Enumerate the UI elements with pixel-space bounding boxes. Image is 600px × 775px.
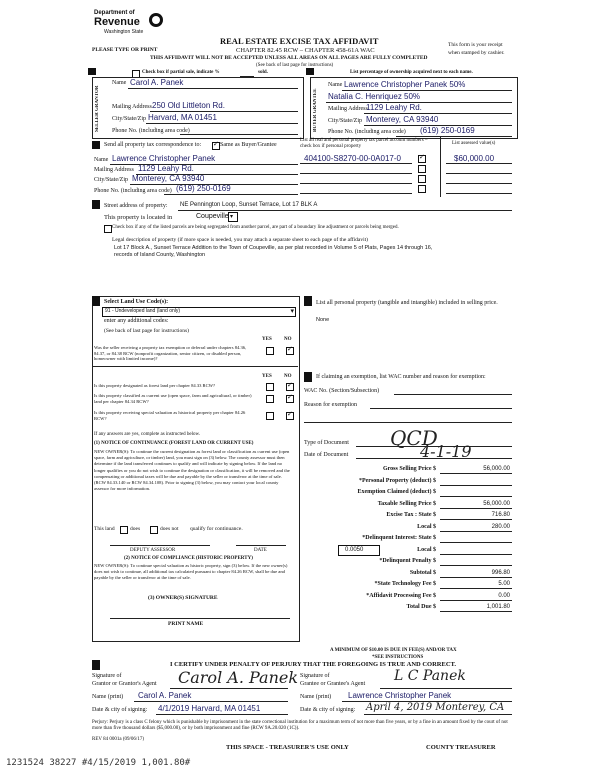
grantee-name-value[interactable]: Lawrence Christopher Panek <box>348 691 452 700</box>
q-current-no[interactable] <box>286 395 294 403</box>
land-use-selected: 91 - Undeveloped land (land only) <box>105 308 181 314</box>
tax-row-label: Subtotal $ <box>409 569 436 576</box>
buyer-name-label: Name <box>328 82 343 88</box>
please-type: PLEASE TYPE OR PRINT <box>92 47 158 53</box>
tax-row-line <box>440 554 512 555</box>
legal-line-1[interactable]: Lot 17 Block A., Sunset Terrace Addition to the Town of Coupeville, as per plat recorded in Volume 5 of Plats, Pages 14 through 16, <box>114 245 433 251</box>
tax-row-line <box>440 531 512 532</box>
buyer-mail-label: Mailing Address <box>328 106 368 112</box>
no-header-1: NO <box>284 337 292 342</box>
tax-row-label: *Delinquent Interest: State $ <box>362 535 436 541</box>
q-exemption: Was the seller receiving a property tax exemption or deferral under chapters 84.36, 84.37, or 84.38 RCW (nonprofit organization, senior citizen, or disabled person, homeowner with limited income)? <box>94 345 247 361</box>
seller-phone-label: Phone No. (including area code) <box>112 128 190 134</box>
deputy-assessor-label: DEPUTY ASSESSOR <box>130 548 176 553</box>
wac-no-label: WAC No. (Section/Subsection) <box>304 388 380 394</box>
tax-row-line <box>440 473 512 474</box>
tax-row-line <box>440 600 512 601</box>
receipt-note-2: when stamped by cashier. <box>448 50 505 56</box>
tax-row-line <box>440 577 512 578</box>
seller-side-label: SELLER GRANTOR <box>95 85 100 132</box>
form-rev: REV 84 0001a (09/06/17) <box>92 737 144 742</box>
seller-mail-value[interactable]: 250 Old Littleton Rd. <box>152 101 225 110</box>
land-use-see-back: (See back of last page for instructions) <box>104 328 189 334</box>
receipt-note-1: This form is your receipt <box>448 42 503 48</box>
buyer-name1-value[interactable]: Lawrence Christopher Panek 50% <box>344 80 466 89</box>
q-current-yes[interactable] <box>266 395 274 403</box>
corr-city-label: City/State/Zip <box>94 177 128 183</box>
tax-row-label: Local $ <box>417 523 436 530</box>
tax-row-label: Total Due $ <box>406 604 436 610</box>
q-exemption-yes[interactable] <box>266 347 274 355</box>
segregated-label: Check box if any of the listed parcels are being segregated from another parcel, are part of a boundary line adjustment or parcels being merged. <box>112 225 399 230</box>
certify-statement: I CERTIFY UNDER PENALTY OF PERJURY THAT THE FOREGOING IS TRUE AND CORRECT. <box>170 661 457 668</box>
notice-2-title: (2) NOTICE OF COMPLIANCE (HISTORIC PROPERTY) <box>124 556 253 561</box>
parcel-1-value[interactable]: 404100-S8270-00-0A017-0 <box>304 154 401 163</box>
corr-name-value[interactable]: Lawrence Christopher Panek <box>112 154 216 163</box>
personal-property-value[interactable]: None <box>316 317 330 323</box>
grantor-sig-label-2: Grantor or Grantor's Agent <box>92 681 157 687</box>
doc-date-label: Date of Document <box>304 452 349 458</box>
same-as-buyer-label: Same as Buyer/Grantee <box>220 142 277 148</box>
tax-row-value[interactable]: 0.00 <box>498 592 510 599</box>
correspondence-label: Send all property tax correspondence to: <box>104 142 202 148</box>
parcel-4-checkbox[interactable] <box>418 185 426 193</box>
parcel-2-checkbox[interactable] <box>418 165 426 173</box>
perjury-notice: Perjury: Perjury is a class C felony which is punishable by imprisonment in the state correctional institution for a maximum term of not more than five years, or by a fine in an amount fixed by the court of not more than five thousand dollars ($5,000.00), or by both imprisonment and fine (RCW 9A.20.020 (1C)). <box>92 720 508 731</box>
corr-city-value[interactable]: Monterey, CA 93940 <box>132 174 205 183</box>
segregated-checkbox[interactable] <box>104 225 112 233</box>
legal-line-2[interactable]: records of Island County, Washington <box>114 252 206 258</box>
yes-header-2: YES <box>262 374 272 379</box>
tax-row-value[interactable]: 996.80 <box>491 569 510 576</box>
does-checkbox[interactable] <box>120 526 128 534</box>
county-treasurer-label: COUNTY TREASURER <box>426 744 496 751</box>
additional-codes-label: enter any additional codes: <box>104 318 169 324</box>
corr-phone-value[interactable]: (619) 250-0169 <box>176 184 231 193</box>
tax-row-line <box>440 565 512 566</box>
corr-phone-label: Phone No. (including area code) <box>94 188 172 194</box>
buyer-side-label: BUYER GRANTEE <box>313 88 318 132</box>
parcel-1-personal-checkbox[interactable] <box>418 155 426 163</box>
notice-1-body: NEW OWNER(S): To continue the current designation as forest land or classification as current use (open space, farm and agriculture, or timber) land, you must sign on (3) below. The county assessor must then determine if the land transferred continues to qualify and will indicate by signing below. If the land no longer qualifies or you do not wish to continue the designation or classification, it will be removed and the compensating or additional taxes will be due and payable by the seller or transferor at the time of sale. (RCW 84.33.140 or RCW 84.34.108). Prior to signing (3) below, you may contact your local county assessor for more information. <box>94 449 290 492</box>
does-not-checkbox[interactable] <box>150 526 158 534</box>
corr-mail-value[interactable]: 1129 Leahy Rd. <box>138 164 194 173</box>
seller-name-value[interactable]: Carol A. Panek <box>130 78 184 87</box>
parcel-3-checkbox[interactable] <box>418 175 426 183</box>
q-exemption-no[interactable] <box>286 347 294 355</box>
assessed-header: List assessed value(s) <box>452 141 496 146</box>
same-as-buyer-checkbox[interactable] <box>212 142 220 150</box>
local-rate-box[interactable] <box>338 545 380 556</box>
dor-logo <box>92 10 172 38</box>
doc-type-label: Type of Document <box>304 440 349 446</box>
chevron-down-icon: ▾ <box>290 307 294 315</box>
partial-sale-sold: sold. <box>258 70 268 75</box>
seller-city-label: City/State/Zip <box>112 116 146 122</box>
no-header-2: NO <box>284 374 292 379</box>
buyer-phone-value[interactable]: (619) 250-0169 <box>420 126 475 135</box>
grantee-date-value[interactable]: April 4, 2019 Monterey, CA <box>366 702 505 713</box>
grantor-signature[interactable]: Carol A. Panek <box>178 668 299 687</box>
buyer-city-value[interactable]: Monterey, CA 93940 <box>366 115 439 124</box>
tax-row-label: Exemption Claimed (deduct) $ <box>357 489 436 495</box>
corr-name-label: Name <box>94 157 109 163</box>
q-historic: Is this property receiving special valuation as historical property per chapter 84.26 RCW? <box>94 410 246 421</box>
tax-row-line <box>440 588 512 589</box>
tax-row-label: *Personal Property (deduct) $ <box>358 477 436 484</box>
section-2-marker <box>306 68 314 75</box>
section-8-marker <box>92 660 100 670</box>
form-warning: THIS AFFIDAVIT WILL NOT BE ACCEPTED UNLESS ALL AREAS ON ALL PAGES ARE FULLY COMPLETED <box>150 55 428 61</box>
logo-text-state: Washington State <box>104 29 144 35</box>
print-name-label: PRINT NAME <box>168 621 204 627</box>
notice-2-body: NEW OWNER(S): To continue special valuation as historic property, sign (3) below. If the new owner(s) does not wish to continue, all additional tax calculated pursuant to chapter 84.26 RCW, shall be due and payable by the seller or transferor at the time of sale. <box>94 563 288 581</box>
see-back-note: (See back of last page for instructions) <box>256 63 334 68</box>
section-5-marker <box>92 296 100 306</box>
q-current-use: Is this property classified as current use (open space, farm and agricultural, or timber) land per chapter 84.34 RCW? <box>94 393 252 404</box>
tax-row-line <box>440 496 512 497</box>
land-use-label: Select Land Use Code(s): <box>104 299 169 305</box>
located-value[interactable]: Coupeville <box>196 213 229 220</box>
located-dropdown[interactable] <box>228 212 238 222</box>
form-title: REAL ESTATE EXCISE TAX AFFIDAVIT <box>220 36 379 46</box>
tax-row-value[interactable]: 5.00 <box>498 581 510 587</box>
buyer-name2-value[interactable]: Natalia C. Henriquez 50% <box>328 92 421 101</box>
land-use-select[interactable] <box>102 307 296 317</box>
seal-icon <box>148 12 164 28</box>
grantee-date-label: Date & city of signing: <box>300 707 356 713</box>
logo-text-revenue: Revenue <box>94 16 140 28</box>
tax-row-label: Excise Tax : State $ <box>386 512 436 518</box>
buyer-mail-value[interactable]: 1129 Leahy Rd. <box>366 103 422 112</box>
corr-mail-label: Mailing Address <box>94 167 134 173</box>
tax-row-value[interactable]: 56,000.00 <box>483 500 510 507</box>
chevron-down-icon: ▾ <box>230 214 234 220</box>
local-rate-value: 0.0050 <box>345 547 364 553</box>
section-4-marker <box>92 200 100 209</box>
buyer-city-label: City/State/Zip <box>328 118 362 124</box>
tax-row-line <box>440 542 512 543</box>
tax-row-label: *State Technology Fee $ <box>374 581 436 587</box>
section-7-marker <box>304 372 312 382</box>
section-6-marker <box>304 296 312 306</box>
q-forest: Is this property designated as forest land per chapter 84.33 RCW? <box>94 383 216 388</box>
seller-city-value[interactable]: Harvard, MA 01451 <box>148 113 217 122</box>
owner-signature-label: (3) OWNER(S) SIGNATURE <box>148 595 218 601</box>
tax-row-value[interactable]: 280.00 <box>491 523 510 530</box>
see-instructions-note: *SEE INSTRUCTIONS <box>372 655 424 660</box>
assessed-1-value[interactable]: $60,000.00 <box>454 154 495 163</box>
if-yes-note: If any answers are yes, complete as instructed below. <box>94 432 201 437</box>
seller-mail-label: Mailing Address <box>112 104 152 110</box>
yes-header-1: YES <box>262 337 272 342</box>
tax-row-label: *Affidavit Processing Fee $ <box>366 592 436 599</box>
grantee-sig-label-2: Grantee or Grantee's Agent <box>300 681 366 687</box>
treasurer-stamp: 1231524 38227 #4/15/2019 1,001.80# <box>6 758 191 768</box>
personal-property-label: List all personal property (tangible and intangible) included in selling price. <box>316 300 498 306</box>
tax-row-line <box>440 508 512 509</box>
grantee-signature[interactable]: L C Panek <box>394 668 466 684</box>
form-chapter: CHAPTER 82.45 RCW – CHAPTER 458-61A WAC <box>236 47 375 54</box>
qualify-label: qualify for continuance. <box>190 526 243 532</box>
grantor-name-value[interactable]: Carol A. Panek <box>138 691 192 700</box>
located-label: This property is located in <box>104 214 173 221</box>
partial-sale-label: Check box if partial sale, indicate % <box>142 70 220 75</box>
tax-row-label: Taxable Selling Price $ <box>377 500 436 507</box>
q-forest-yes[interactable] <box>266 383 274 391</box>
treasurer-space-label: THIS SPACE - TREASURER'S USE ONLY <box>226 744 349 751</box>
does-not-label: does not <box>160 526 179 532</box>
tax-row-value[interactable]: 56,000.00 <box>483 466 510 472</box>
tax-row-label: *Delinquent Penalty $ <box>379 558 436 564</box>
grantee-sig-label-1: Signature of <box>300 673 330 679</box>
tax-row-line <box>440 485 512 486</box>
parcels-header: List all real and personal property tax parcel account numbers – check box if personal property <box>300 138 428 149</box>
date-label: DATE <box>254 548 267 553</box>
notice-1-title: (1) NOTICE OF CONTINUANCE (FOREST LAND OR CURRENT USE) <box>94 441 254 446</box>
tax-row-value[interactable]: 1,001.80 <box>486 604 510 610</box>
buyer-phone-label: Phone No. (including area code) <box>328 129 406 135</box>
tax-row-label: Local $ <box>417 546 436 553</box>
ownership-note: List percentage of ownership acquired next to each name. <box>350 70 473 75</box>
section-3-marker <box>92 141 100 149</box>
tax-row-value[interactable]: 716.80 <box>491 512 510 518</box>
seller-name-label: Name <box>112 80 127 86</box>
grantor-name-label: Name (print) <box>92 694 124 700</box>
reason-exemption-label: Reason for exemption <box>304 402 357 408</box>
min-fee-note: A MINIMUM OF $10.00 IS DUE IN FEE(S) AND/OR TAX <box>330 648 457 653</box>
tax-row-label: Gross Selling Price $ <box>382 466 436 472</box>
tax-row-line <box>440 611 512 612</box>
q-historic-yes[interactable] <box>266 412 274 420</box>
grantee-name-label: Name (print) <box>300 694 332 700</box>
q-forest-no[interactable] <box>286 383 294 391</box>
doc-type-value[interactable]: QCD <box>390 426 438 450</box>
does-label: does <box>130 526 141 532</box>
street-label: Street address of property: <box>104 203 168 209</box>
legal-label: Legal description of property (if more space is needed, you may attach a separate sheet to each page of the affidavit) <box>112 237 368 243</box>
wac-claim-label: If claiming an exemption, list WAC number and reason for exemption: <box>316 374 486 380</box>
q-historic-no[interactable] <box>286 412 294 420</box>
street-value[interactable]: NE Pennington Loop, Sunset Terrace, Lot 17 BLK A <box>180 202 318 208</box>
tax-row-line <box>440 519 512 520</box>
logo-text-dept: Department of <box>94 10 135 16</box>
grantor-date-label: Date & city of signing: <box>92 707 148 713</box>
grantor-date-value[interactable]: 4/1/2019 Harvard, MA 01451 <box>158 704 261 713</box>
this-land-label: This land <box>94 526 115 532</box>
section-1-marker <box>88 68 96 75</box>
doc-date-value[interactable]: 4-1-19 <box>420 442 472 461</box>
grantor-sig-label-1: Signature of <box>92 673 122 679</box>
